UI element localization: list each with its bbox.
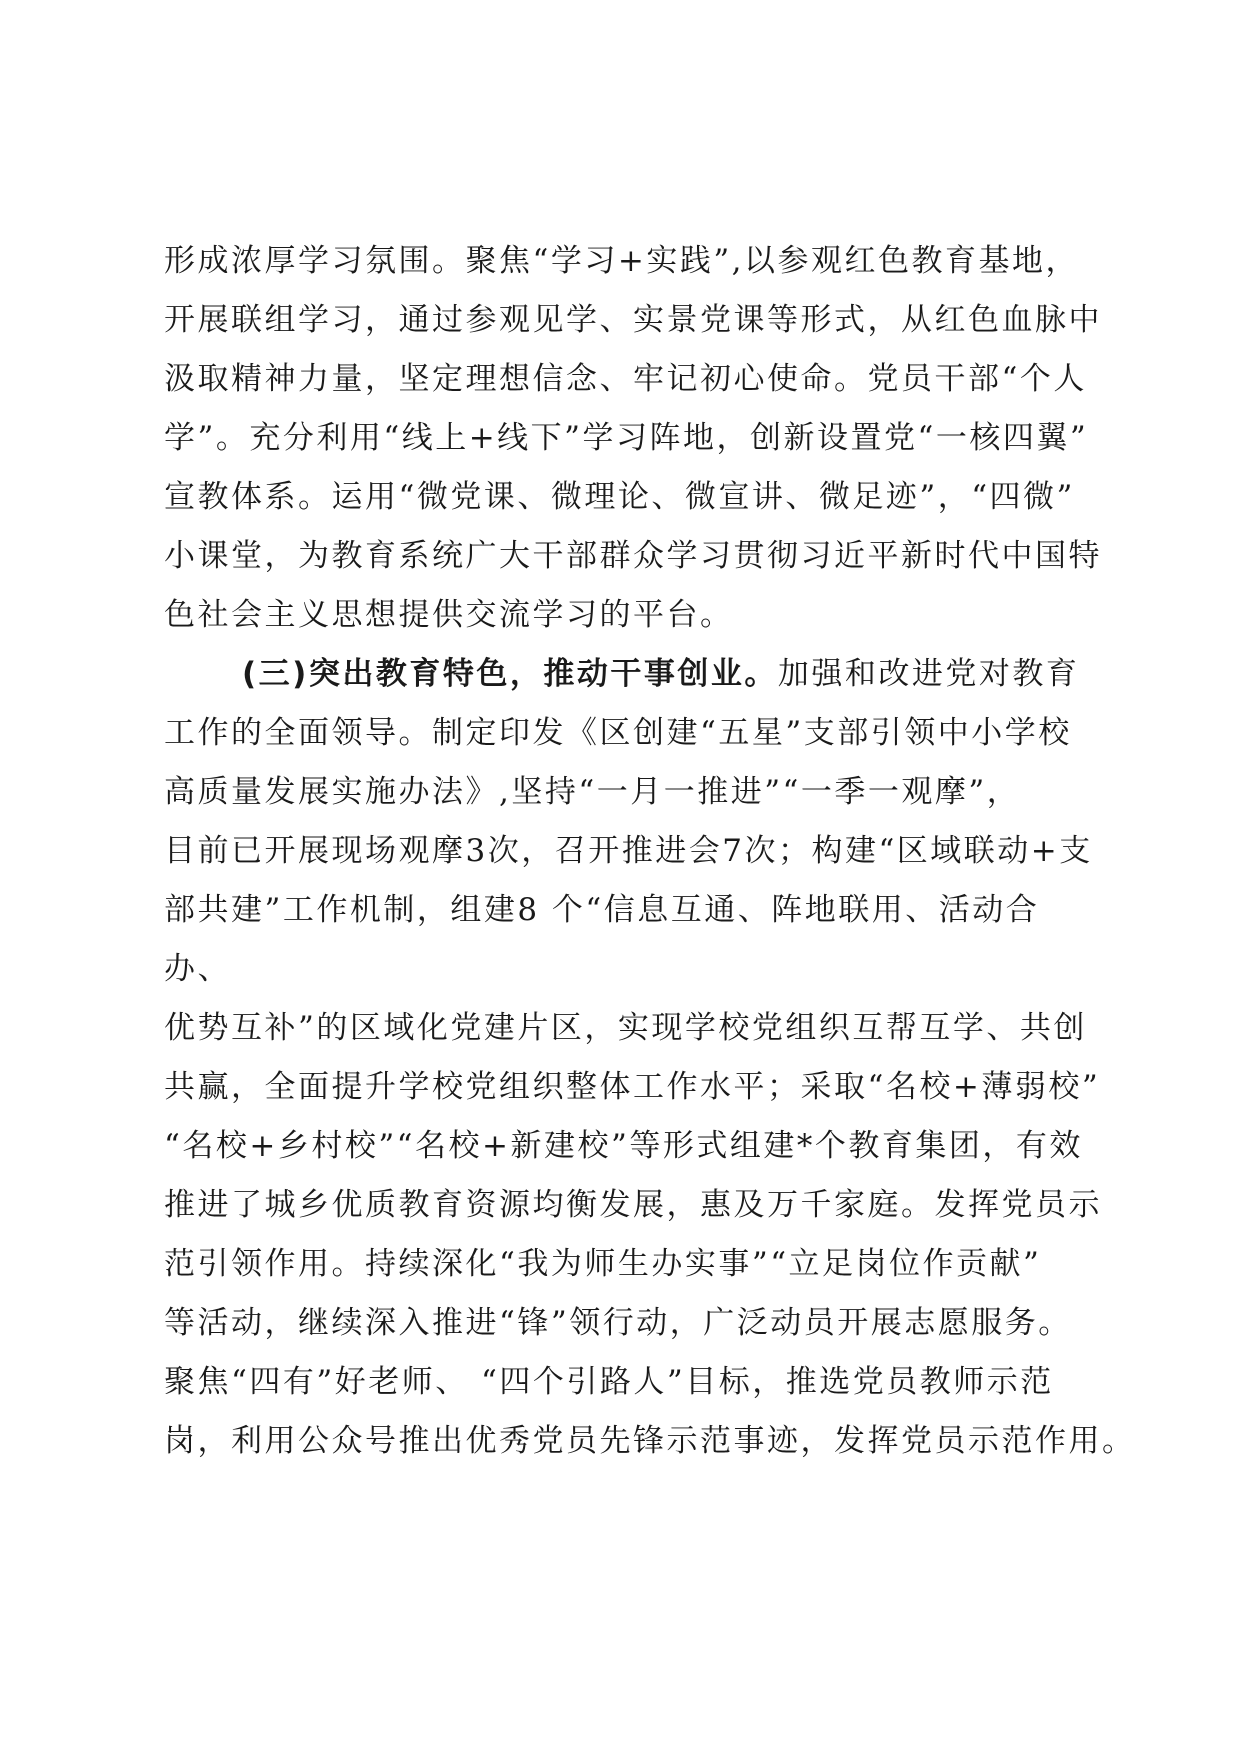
text-line-12: 部共建”工作机制，组建8 个“信息互通、阵地联用、活动合: [164, 892, 1040, 928]
section-3-first-line: [242, 654, 1079, 694]
text-line-17: 推进了城乡优质教育资源均衡发展，惠及万千家庭。发挥党员示: [164, 1187, 1102, 1223]
text-line-19: 等活动，继续深入推进“锋”领行动，广泛动员开展志愿服务。: [164, 1305, 1072, 1341]
text-line-1: 形成浓厚学习氛围。聚焦“学习+实践”,以参观红色教育基地，: [164, 243, 1080, 279]
text-line-13: 办、: [164, 951, 231, 987]
text-line-21: 岗，利用公众号推出优秀党员先锋示范事迹，发挥党员示范作用。: [164, 1423, 1136, 1459]
text-line-3: 汲取精神力量，坚定理想信念、牢记初心使命。党员干部“个人: [164, 361, 1087, 397]
text-line-2: 开展联组学习，通过参观见学、实景党课等形式，从红色血脉中: [164, 302, 1102, 338]
section-3-lead-text: 加强和改进党对教育: [777, 656, 1080, 692]
text-line-5: 宣教体系。运用“微党课、微理论、微宣讲、微足迹”，“四微”: [164, 479, 1075, 515]
text-line-10: 高质量发展实施办法》,坚持“一月一推进”“一季一观摩”，: [164, 774, 1021, 810]
text-line-4: 学”。充分利用“线上+线下”学习阵地，创新设置党“一核四翼”: [164, 420, 1089, 456]
text-line-7: 色社会主义思想提供交流学习的平台。: [164, 597, 734, 633]
text-line-9: 工作的全面领导。制定印发《区创建“五星”支部引领中小学校: [164, 715, 1072, 751]
text-line-6: 小课堂，为教育系统广大干部群众学习贯彻习近平新时代中国特: [164, 538, 1102, 574]
text-line-16: “名校+乡村校”“名校+新建校”等形式组建*个教育集团，有效: [164, 1128, 1083, 1164]
text-line-18: 范引领作用。持续深化“我为师生办实事”“立足岗位作贡献”: [164, 1246, 1042, 1282]
section-3-heading: (三)突出教育特色，推动干事创业。: [242, 656, 778, 692]
text-line-20: 聚焦“四有”好老师、 “四个引路人”目标，推选党员教师示范: [164, 1364, 1054, 1400]
text-line-14: 优势互补”的区域化党建片区，实现学校党组织互帮互学、共创: [164, 1010, 1087, 1046]
text-line-11: 目前已开展现场观摩3次，召开推进会7次；构建“区域联动+支: [164, 833, 1093, 869]
text-line-15: 共赢，全面提升学校党组织整体工作水平；采取“名校+薄弱校”: [164, 1069, 1101, 1105]
